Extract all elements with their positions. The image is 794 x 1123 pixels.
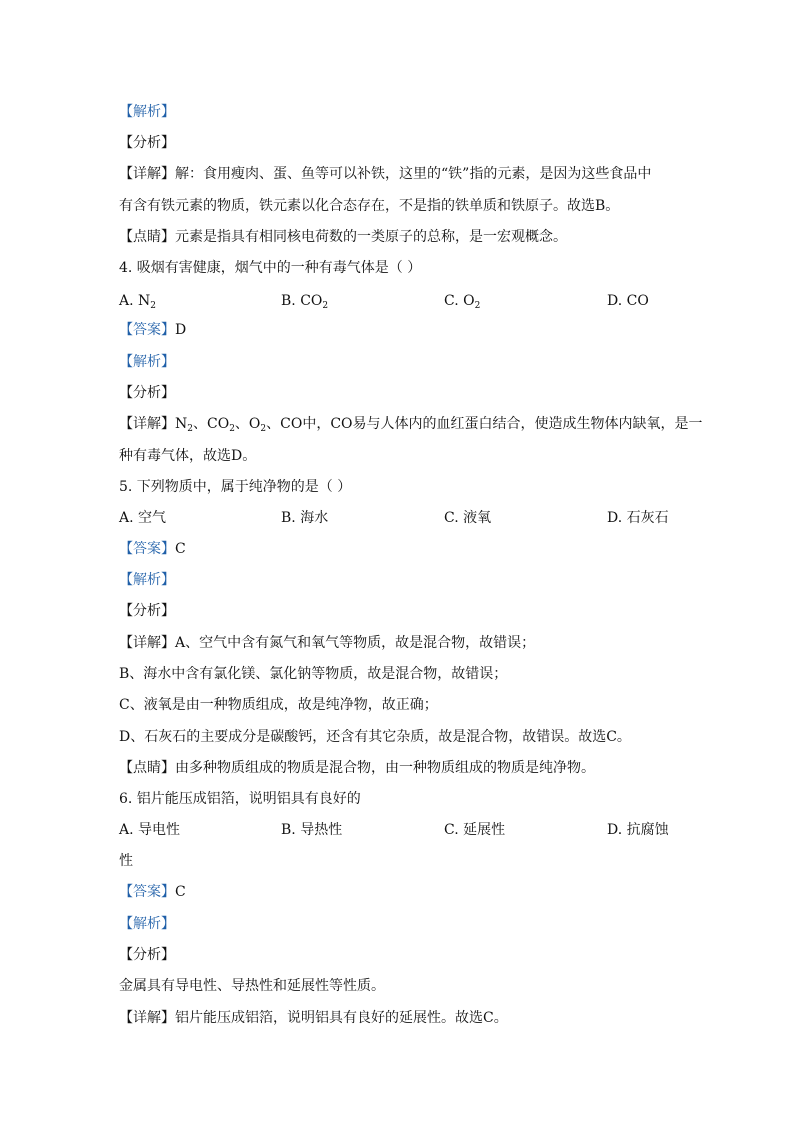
q4-detail-n: N [175,416,188,432]
q4-option-a-sub: 2 [150,301,156,311]
q4-option-d: D. CO [607,293,649,309]
q5-note-line [119,758,679,778]
q4-detail-line-2: 种有毒气体，故选D。 [119,448,257,464]
q3-detail-line-2: 有含有铁元素的物质，铁元素以化合态存在，不是指的铁单质和铁原子。故选B。 [119,198,620,214]
q4-detail-sep-2: 、O [234,416,261,432]
q5-analysis-heading [119,570,679,590]
q5-answer-line [119,539,679,559]
q4-option-b [281,291,328,316]
q4-analysis-heading [119,352,679,372]
q4-answer: D [175,322,187,338]
q6-option-d: D. 抗腐蚀 [607,822,669,838]
fenxi-heading [119,133,679,153]
q6-option-a: A. 导电性 [119,822,181,838]
q4-option-a [119,291,156,316]
q4-detail-sub-1: 2 [187,424,193,434]
answer-tag: 【答案】 [119,541,175,557]
q4-option-b-sub: 2 [322,301,329,311]
q4-options [119,291,679,311]
detail-tag: 【详解】 [119,635,175,651]
note-tag: 【点睛】 [119,760,175,776]
q3-detail-text-1: 解：食用瘦肉、蛋、鱼等可以补铁，这里的“铁”指的元素，是因为这些食品中 [175,166,652,182]
q6-analysis-text: 金属具有导电性、导热性和延展性等性质。 [119,978,385,994]
q4-question: 4. 吸烟有害健康，烟气中的一种有毒气体是（ ） [119,260,422,276]
q4-option-b-text: B. CO [281,293,323,309]
q5-detail-a [119,633,679,653]
q5-fenxi-heading [119,601,679,621]
q5-detail-c: C、液氧是由一种物质组成，故是纯净物，故正确； [119,697,438,713]
q6-option-d-wrap: 性 [119,853,133,869]
q5-option-b: B. 海水 [281,510,329,526]
q4-option-c-text: C. O [444,293,475,309]
q5-detail-b: B、海水中含有氯化镁、氯化钠等物质，故是混合物，故错误； [119,666,508,682]
q6-answer-line [119,882,679,902]
q3-detail-line-1 [119,164,679,184]
q3-note-line [119,227,679,247]
fenxi-tag: 【分析】 [119,603,175,619]
q5-answer: C [175,541,186,557]
analysis-tag: 【解析】 [119,916,175,932]
analysis-tag: 【解析】 [119,572,175,588]
q3-note-text: 元素是指具有相同核电荷数的一类原子的总称，是一宏观概念。 [175,229,567,245]
fenxi-tag: 【分析】 [119,135,175,151]
q6-answer: C [175,884,186,900]
q4-option-c-sub: 2 [474,301,481,311]
q4-fenxi-heading [119,383,679,403]
q6-option-b: B. 导热性 [281,822,343,838]
q4-detail-sub-2: 2 [229,424,235,434]
analysis-heading [119,102,679,122]
q6-options [119,820,679,840]
answer-tag: 【答案】 [119,884,175,900]
fenxi-tag: 【分析】 [119,385,175,401]
analysis-tag: 【解析】 [119,104,175,120]
q4-detail-line-1 [119,414,703,439]
q6-analysis-heading [119,914,679,934]
q5-option-a: A. 空气 [119,510,167,526]
analysis-tag: 【解析】 [119,354,175,370]
q5-detail-a-text: A、空气中含有氮气和氧气等物质，故是混合物，故错误； [175,635,536,651]
q6-fenxi-heading [119,945,679,965]
q4-detail-rest: 、CO中，CO易与人体内的血红蛋白结合，使造成生物体内缺氧，是一 [266,416,703,432]
fenxi-tag: 【分析】 [119,947,175,963]
detail-tag: 【详解】 [119,416,175,432]
q6-option-c: C. 延展性 [444,822,506,838]
q6-question: 6. 铝片能压成铝箔，说明铝具有良好的 [119,791,361,807]
q5-option-d: D. 石灰石 [607,510,669,526]
answer-tag: 【答案】 [119,322,175,338]
q4-detail-sep-1: 、CO [192,416,230,432]
q4-option-c [444,291,480,316]
q5-question: 5. 下列物质中，属于纯净物的是（ ） [119,479,352,495]
q4-detail-sub-3: 2 [260,424,267,434]
detail-tag: 【详解】 [119,1010,175,1026]
q4-option-a-text: A. N [119,293,151,309]
note-tag: 【点睛】 [119,229,175,245]
q5-detail-d: D、石灰石的主要成分是碳酸钙，还含有其它杂质，故是混合物，故错误。故选C。 [119,729,631,745]
q6-detail-line [119,1008,679,1028]
detail-tag: 【详解】 [119,166,175,182]
q4-answer-line [119,320,679,340]
q5-options [119,508,679,528]
q6-detail-text: 铝片能压成铝箔，说明铝具有良好的延展性。故选C。 [175,1010,508,1026]
q5-note-text: 由多种物质组成的物质是混合物，由一种物质组成的物质是纯净物。 [175,760,595,776]
q5-option-c: C. 液氧 [444,510,492,526]
